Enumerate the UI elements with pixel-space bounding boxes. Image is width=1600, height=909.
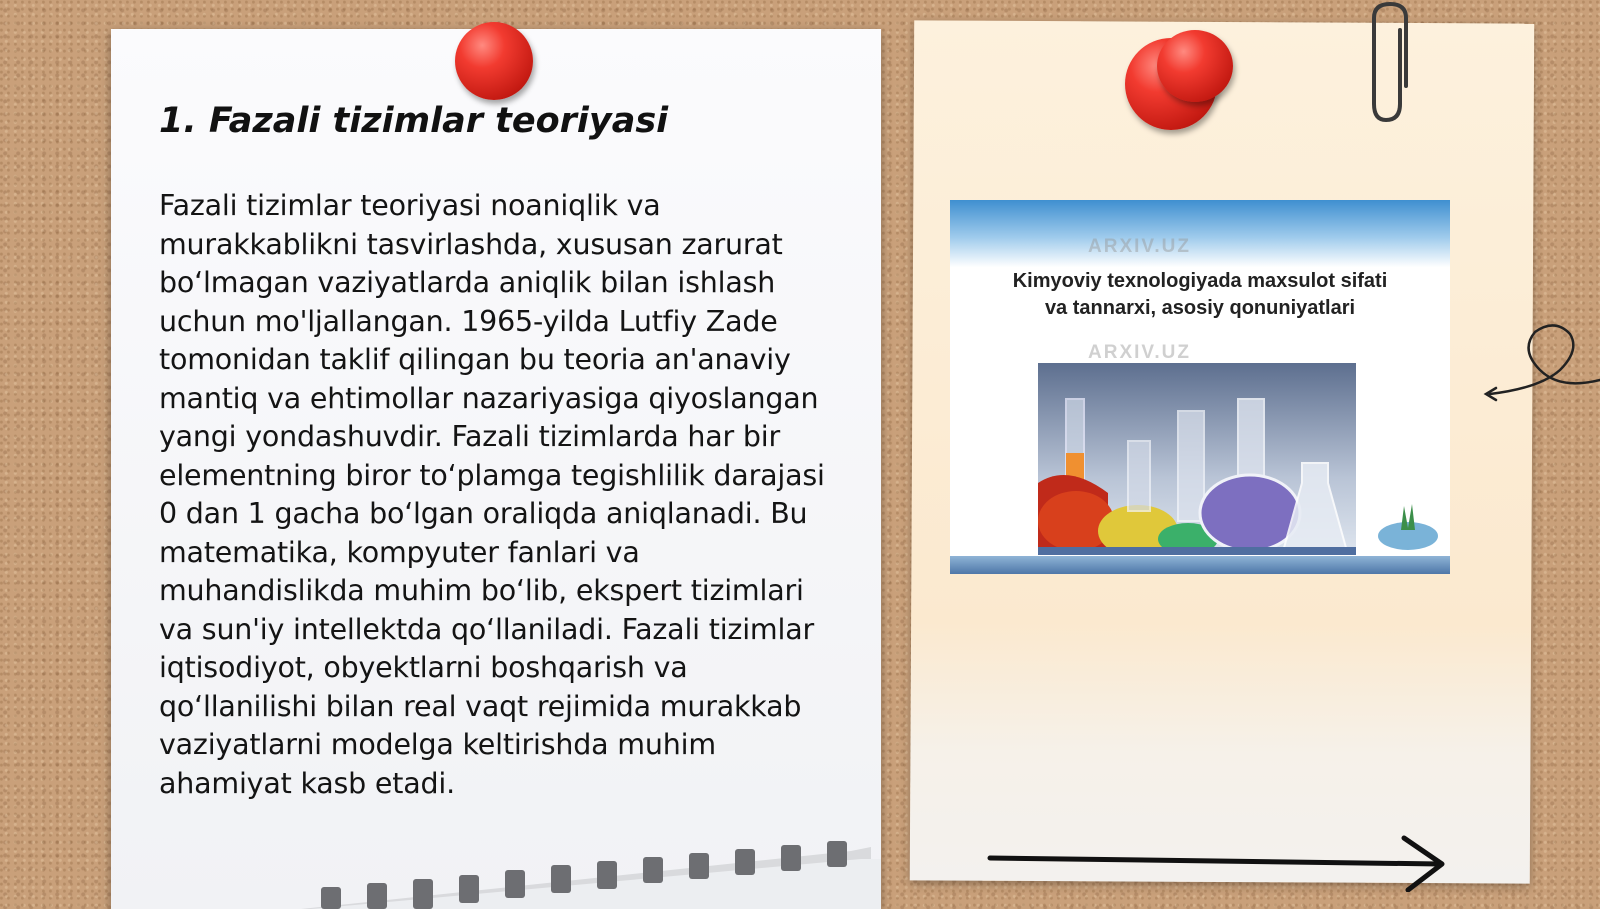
plant-bowl-logo	[1375, 500, 1441, 560]
lab-flasks-photo	[1038, 363, 1356, 555]
left-note-card	[111, 29, 881, 909]
slide-image-title: Kimyoviy texnologiyada maxsulot sifati va tannarxi, asosiy qonuniyatlari	[1012, 270, 1388, 319]
torn-paper-edge	[111, 799, 881, 909]
curl-arrow-icon	[1480, 310, 1600, 410]
slide-thumbnail-image	[950, 200, 1450, 574]
note-body-text: Fazali tizimlar teoriyasi noaniqlik va murakkablikni tasvirlashda, xususan zarurat bo‘lmagan vaziyatlarda aniqlik bilan ishlash uchun mo'ljallangan. 1965-yilda Lutfiy Zade tomonidan taklif qilingan bu teoria an'anaviy mantiq va ehtimollar nazariyasiga qiyoslangan yangi yondashuvdir. Fazali tizimlarda har bir elementning biror to‘plamga tegishlilik darajasi 0 dan 1 gacha bo‘lgan oraliqda aniqlanadi. Bu matematika, kompyuter fanlari va muhandislikda muhim bo‘lib, ekspert tizimlari va sun'iy intellektda qo‘llaniladi. Fazali tizimlar iqtisodiyot, obyektlarni boshqarish va qo‘llanilishi bilan real vaqt rejimida murakkab vaziyatlarni modelga keltirishda muhim ahamiyat kasb etadi.	[159, 189, 825, 800]
watermark-text: ARXIV.UZ	[1088, 236, 1191, 257]
watermark-text: ARXIV.UZ	[1088, 342, 1191, 363]
image-bottom-strip	[950, 556, 1450, 574]
arrow-right-icon[interactable]	[980, 832, 1450, 892]
pushpin-icon	[1157, 30, 1233, 102]
pushpin-icon	[455, 22, 533, 100]
paperclip-icon	[1372, 0, 1424, 130]
note-heading: 1. Fazali tizimlar teoriyasi	[159, 101, 669, 141]
